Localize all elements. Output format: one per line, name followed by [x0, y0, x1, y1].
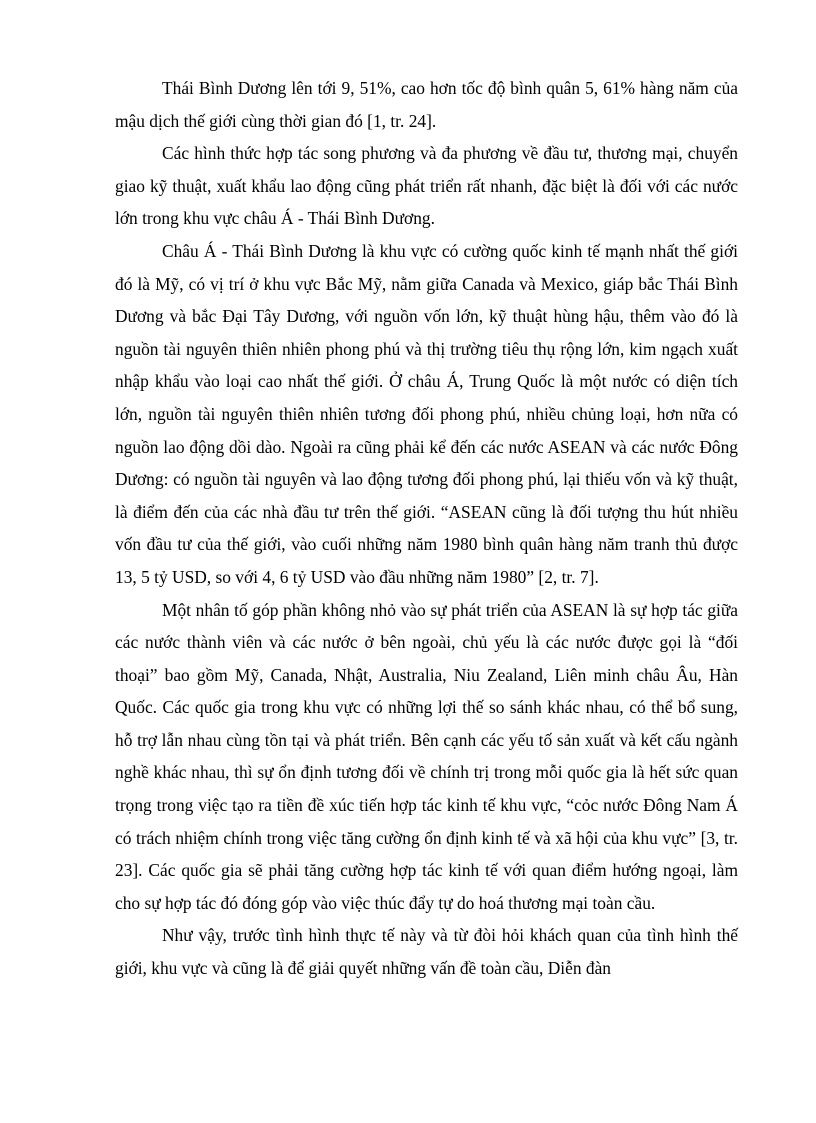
- paragraph-4: Một nhân tố góp phần không nhỏ vào sự phát triển của ASEAN là sự hợp tác giữa các nước thành viên và các nước ở bên ngoài, chủ yếu là các nước được gọi là “đối thoại” bao gồm Mỹ, Canada, Nhật, Australia, Niu Zealand, Liên minh châu Âu, Hàn Quốc. Các quốc gia trong khu vực có những lợi thế so sánh khác nhau, có thể bổ sung, hỗ trợ lẫn nhau cùng tồn tại và phát triển. Bên cạnh các yếu tố sản xuất và kết cấu ngành nghề khác nhau, thì sự ổn định tương đối về chính trị trong mỗi quốc gia là hết sức quan trọng trong việc tạo ra tiền đề xúc tiến hợp tác kinh tế khu vực, “cỏc nước Đông Nam Á có trách nhiệm chính trong việc tăng cường ổn định kinh tế và xã hội của khu vực” [3, tr. 23]. Các quốc gia sẽ phải tăng cường hợp tác kinh tế với quan điểm hướng ngoại, làm cho sự hợp tác đó đóng góp vào việc thúc đẩy tự do hoá thương mại toàn cầu.: [115, 599, 738, 913]
- paragraph-3: Châu Á - Thái Bình Dương là khu vực có cường quốc kinh tế mạnh nhất thế giới đó là Mỹ, có vị trí ở khu vực Bắc Mỹ, nằm giữa Canada và Mexico, giáp bắc Thái Bình Dương và bắc Đại Tây Dương, với nguồn vốn lớn, kỹ thuật hùng hậu, thêm vào đó là nguồn tài nguyên thiên nhiên phong phú và thị trường tiêu thụ rộng lớn, kim ngạch xuất nhập khẩu vào loại cao nhất thế giới. Ở châu Á, Trung Quốc là một nước có diện tích lớn, nguồn tài nguyên thiên nhiên tương đối phong phú, nhiều chủng loại, hơn nữa có nguồn lao động dồi dào. Ngoài ra cũng phải kể đến các nước ASEAN và các nước Đông Dương: có nguồn tài nguyên và lao động tương đối phong phú, lại thiếu vốn và kỹ thuật, là điểm đến của các nhà đầu tư trên thế giới. “ASEAN cũng là đối tượng thu hút nhiều vốn đầu tư của thế giới, vào cuối những năm 1980 bình quân hàng năm tranh thủ được 13, 5 tỷ USD, so với 4, 6 tỷ USD vào đầu những năm 1980” [2, tr. 7].: [115, 240, 738, 587]
- body-text: [115, 72, 738, 985]
- paragraph-2: Các hình thức hợp tác song phương và đa phương về đầu tư, thương mại, chuyển giao kỹ thuật, xuất khẩu lao động cũng phát triển rất nhanh, đặc biệt là đối với các nước lớn trong khu vực châu Á - Thái Bình Dương.: [115, 143, 738, 229]
- paragraph-1: Thái Bình Dương lên tới 9, 51%, cao hơn tốc độ bình quân 5, 61% hàng năm của mậu dịch thế giới cùng thời gian đó [1, tr. 24].: [115, 78, 738, 131]
- paragraph-5: Như vậy, trước tình hình thực tế này và từ đòi hỏi khách quan của tình hình thế giới, khu vực và cũng là để giải quyết những vấn đề toàn cầu, Diễn đàn: [115, 925, 738, 979]
